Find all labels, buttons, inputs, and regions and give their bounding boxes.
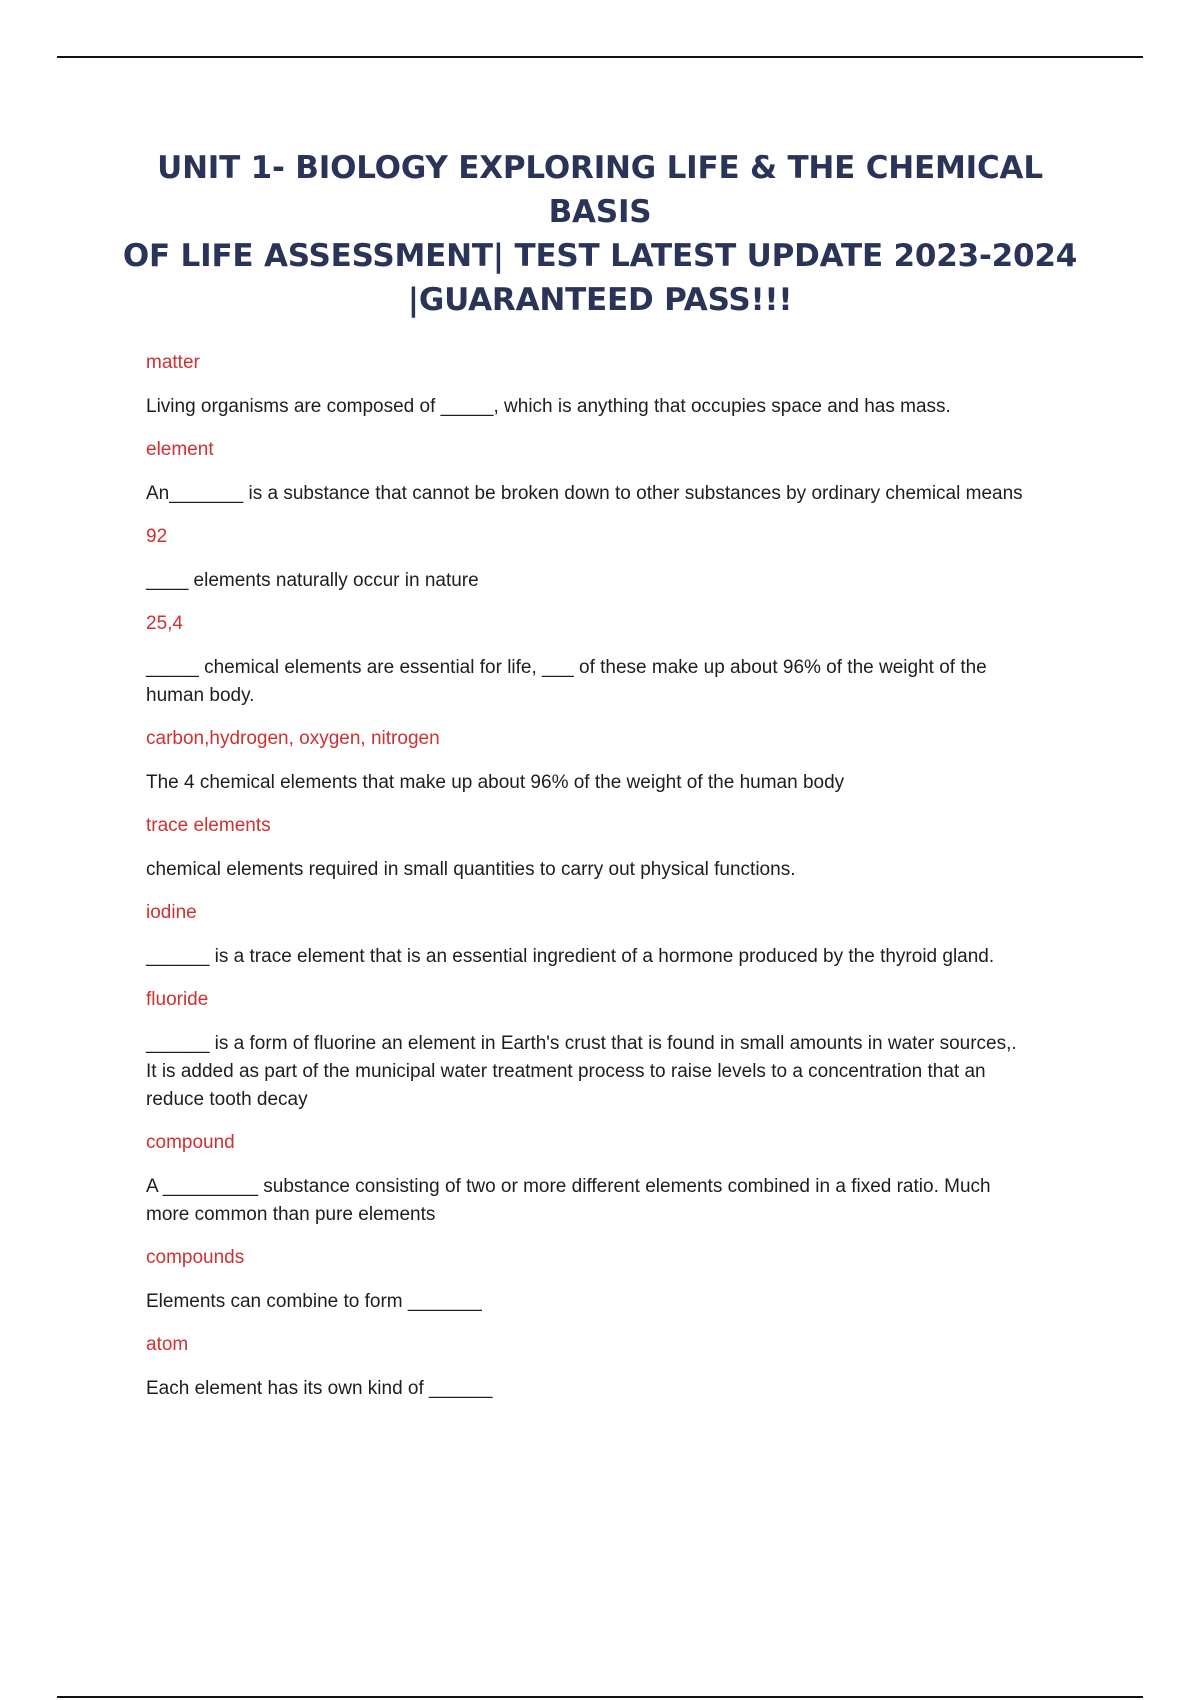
answer-term: carbon,hydrogen, oxygen, nitrogen — [146, 728, 440, 749]
question-text: _____ chemical elements are essential for life, ___ of these make up about 96% of the weight of the human body. — [146, 657, 987, 706]
flashcard-item — [146, 726, 1086, 797]
question-text: A _________ substance consisting of two or more different elements combined in a fixed ratio. Much more common than pure elements — [146, 1176, 991, 1225]
flashcard-list — [146, 350, 1086, 1419]
title-line-2: OF LIFE ASSESSMENT| TEST LATEST UPDATE 2023-2024 — [122, 238, 1078, 274]
question-text: The 4 chemical elements that make up about 96% of the weight of the human body — [146, 772, 845, 793]
answer-term: 25,4 — [146, 613, 183, 634]
answer-term: matter — [146, 352, 200, 373]
answer-term: compound — [146, 1132, 235, 1153]
answer-term: element — [146, 439, 214, 460]
answer-term: fluoride — [146, 989, 209, 1010]
bottom-rule — [57, 1696, 1143, 1698]
answer-term: atom — [146, 1334, 189, 1355]
question-text: Each element has its own kind of ______ — [146, 1378, 493, 1399]
answer-term: iodine — [146, 902, 197, 923]
flashcard-item — [146, 524, 1086, 595]
document-title — [120, 146, 1080, 322]
flashcard-item — [146, 900, 1086, 971]
question-text: Living organisms are composed of _____, which is anything that occupies space and has mass. — [146, 396, 951, 417]
question-text: ______ is a form of fluorine an element in Earth's crust that is found in small amounts in water sources,. It is added as part of the municipal water treatment process to raise levels to a concentration that an reduce tooth decay — [146, 1033, 1017, 1110]
flashcard-item — [146, 437, 1086, 508]
question-text: ____ elements naturally occur in nature — [146, 570, 479, 591]
top-rule — [57, 56, 1143, 58]
question-text: chemical elements required in small quantities to carry out physical functions. — [146, 859, 796, 880]
flashcard-item — [146, 1332, 1086, 1403]
flashcard-item — [146, 611, 1086, 710]
answer-term: compounds — [146, 1247, 245, 1268]
title-line-1: UNIT 1- BIOLOGY EXPLORING LIFE & THE CHEMICAL BASIS — [157, 150, 1043, 230]
question-text: ______ is a trace element that is an essential ingredient of a hormone produced by the thyroid gland. — [146, 946, 995, 967]
flashcard-item — [146, 987, 1086, 1114]
answer-term: 92 — [146, 526, 168, 547]
flashcard-item — [146, 1245, 1086, 1316]
flashcard-item — [146, 813, 1086, 884]
question-text: Elements can combine to form _______ — [146, 1291, 482, 1312]
question-text: An_______ is a substance that cannot be broken down to other substances by ordinary chemical means — [146, 483, 1023, 504]
answer-term: trace elements — [146, 815, 271, 836]
flashcard-item — [146, 350, 1086, 421]
flashcard-item — [146, 1130, 1086, 1229]
title-line-3: |GUARANTEED PASS!!! — [407, 282, 793, 318]
